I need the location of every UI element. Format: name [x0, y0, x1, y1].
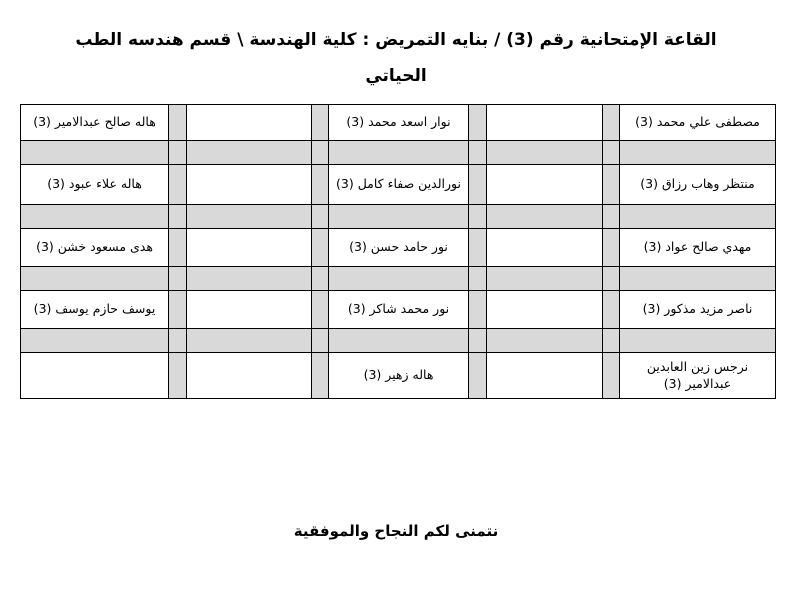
aisle-cell	[603, 353, 620, 399]
separator-cell	[620, 329, 776, 353]
seat-cell-right: ناصر مزيد مذكور (3)	[620, 291, 776, 329]
seat-row-1	[21, 105, 776, 141]
exam-hall-title: القاعة الإمتحانية رقم (3) / بنايه التمريض : كلية الهندسة \ قسم هندسه الطب الحياتي	[75, 30, 717, 86]
seat-cell-right: منتظر وهاب رزاق (3)	[620, 165, 776, 205]
seat-row-4	[21, 291, 776, 329]
empty-seat-cell	[187, 291, 312, 329]
separator-cell	[187, 141, 312, 165]
separator-cell	[312, 267, 329, 291]
aisle-cell	[169, 105, 187, 141]
separator-cell	[329, 205, 469, 229]
seat-cell-left	[21, 353, 169, 399]
seat-cell-left: هاله صالح عبدالامير (3)	[21, 105, 169, 141]
separator-cell	[312, 141, 329, 165]
separator-cell	[487, 329, 603, 353]
seat-cell-middle: نورالدين صفاء كامل (3)	[329, 165, 469, 205]
separator-cell	[21, 329, 169, 353]
separator-cell	[620, 141, 776, 165]
separator-cell	[329, 141, 469, 165]
separator-cell	[21, 205, 169, 229]
separator-row	[21, 205, 776, 229]
aisle-cell	[603, 229, 620, 267]
aisle-cell	[169, 353, 187, 399]
empty-seat-cell	[187, 229, 312, 267]
seat-cell-right: مصطفى علي محمد (3)	[620, 105, 776, 141]
seat-cell-middle: نور حامد حسن (3)	[329, 229, 469, 267]
good-luck-message: نتمنى لكم النجاح والموفقية	[293, 522, 499, 540]
separator-cell	[329, 267, 469, 291]
aisle-cell	[312, 229, 329, 267]
aisle-cell	[469, 291, 487, 329]
separator-cell	[187, 329, 312, 353]
aisle-cell	[469, 353, 487, 399]
seat-cell-middle: نوار اسعد محمد (3)	[329, 105, 469, 141]
separator-cell	[187, 205, 312, 229]
separator-cell	[169, 329, 187, 353]
separator-cell	[312, 205, 329, 229]
separator-cell	[487, 141, 603, 165]
separator-cell	[169, 141, 187, 165]
separator-cell	[620, 267, 776, 291]
seat-cell-left: هدى مسعود خشن (3)	[21, 229, 169, 267]
aisle-cell	[312, 165, 329, 205]
seat-cell-right: نرجس زين العابدين عبدالامير (3)	[620, 353, 776, 399]
aisle-cell	[169, 165, 187, 205]
separator-cell	[21, 267, 169, 291]
separator-cell	[603, 267, 620, 291]
empty-seat-cell	[487, 105, 603, 141]
separator-cell	[469, 267, 487, 291]
separator-cell	[487, 205, 603, 229]
separator-cell	[487, 267, 603, 291]
empty-seat-cell	[487, 165, 603, 205]
separator-cell	[329, 329, 469, 353]
seating-table	[20, 104, 776, 399]
aisle-cell	[312, 105, 329, 141]
separator-cell	[603, 329, 620, 353]
aisle-cell	[603, 165, 620, 205]
aisle-cell	[169, 229, 187, 267]
separator-cell	[620, 205, 776, 229]
empty-seat-cell	[187, 105, 312, 141]
separator-row	[21, 329, 776, 353]
aisle-cell	[312, 353, 329, 399]
separator-cell	[469, 205, 487, 229]
separator-row	[21, 141, 776, 165]
aisle-cell	[312, 291, 329, 329]
seat-row-5	[21, 353, 776, 399]
aisle-cell	[469, 165, 487, 205]
seat-cell-middle: هاله زهير (3)	[329, 353, 469, 399]
aisle-cell	[603, 105, 620, 141]
aisle-cell	[169, 291, 187, 329]
seat-cell-left: يوسف حازم يوسف (3)	[21, 291, 169, 329]
aisle-cell	[603, 291, 620, 329]
separator-row	[21, 267, 776, 291]
separator-cell	[603, 205, 620, 229]
empty-seat-cell	[487, 229, 603, 267]
separator-cell	[469, 141, 487, 165]
empty-seat-cell	[187, 165, 312, 205]
empty-seat-cell	[487, 353, 603, 399]
seat-row-2	[21, 165, 776, 205]
separator-cell	[21, 141, 169, 165]
separator-cell	[603, 141, 620, 165]
seat-cell-right: مهدي صالح عواد (3)	[620, 229, 776, 267]
separator-cell	[169, 267, 187, 291]
aisle-cell	[469, 105, 487, 141]
aisle-cell	[469, 229, 487, 267]
separator-cell	[187, 267, 312, 291]
seat-row-3	[21, 229, 776, 267]
seat-cell-left: هاله علاء عبود (3)	[21, 165, 169, 205]
empty-seat-cell	[487, 291, 603, 329]
separator-cell	[312, 329, 329, 353]
empty-seat-cell	[187, 353, 312, 399]
separator-cell	[469, 329, 487, 353]
separator-cell	[169, 205, 187, 229]
seat-cell-middle: نور محمد شاكر (3)	[329, 291, 469, 329]
